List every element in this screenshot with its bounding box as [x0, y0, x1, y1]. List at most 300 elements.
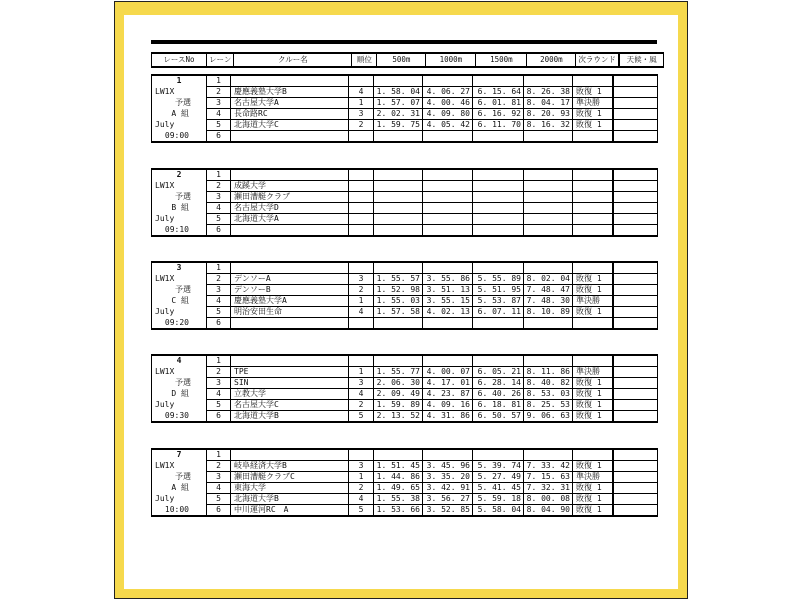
crew-cell: 北海道大学C — [231, 120, 349, 131]
crew-cell: 成蹊大学 — [231, 181, 349, 192]
time-2000m-cell: 8. 16. 32 — [524, 120, 573, 131]
time-1500m-cell: 5. 39. 74 — [473, 461, 524, 472]
lane-cell: 1 — [207, 75, 231, 87]
time-500m-cell: 1. 49. 65 — [374, 483, 423, 494]
weather-cell — [613, 181, 658, 192]
time-1000m-cell: 3. 55. 15 — [423, 296, 473, 307]
rank-cell: 3 — [349, 461, 374, 472]
race-group: C 組 — [171, 296, 189, 305]
time-1500m-cell — [473, 449, 524, 461]
race-round: 予選 — [175, 472, 191, 481]
rank-cell — [349, 449, 374, 461]
race-info-cell — [152, 378, 207, 389]
crew-cell: 岐阜経済大学B — [231, 461, 349, 472]
weather-cell — [613, 225, 658, 237]
time-500m-cell: 1. 57. 58 — [374, 307, 423, 318]
weather-cell — [613, 378, 658, 389]
race-info-cell — [152, 505, 207, 517]
table-row — [152, 389, 658, 400]
lane-cell: 3 — [207, 192, 231, 203]
time-1000m-cell — [423, 169, 473, 181]
time-1500m-cell: 5. 59. 18 — [473, 494, 524, 505]
weather-cell — [613, 494, 658, 505]
table-row — [152, 87, 658, 98]
time-1500m-cell: 6. 40. 26 — [473, 389, 524, 400]
table-row — [152, 262, 658, 274]
time-2000m-cell: 8. 40. 82 — [524, 378, 573, 389]
time-2000m-cell — [524, 318, 573, 330]
rank-cell: 1 — [349, 472, 374, 483]
time-2000m-cell: 7. 48. 47 — [524, 285, 573, 296]
crew-cell: 慶應義塾大学A — [231, 296, 349, 307]
table-row — [152, 318, 658, 330]
time-1000m-cell: 4. 09. 16 — [423, 400, 473, 411]
time-500m-cell — [374, 355, 423, 367]
rank-cell: 1 — [349, 98, 374, 109]
rank-cell: 1 — [349, 296, 374, 307]
table-row — [152, 494, 658, 505]
rank-cell — [349, 169, 374, 181]
time-1500m-cell: 6. 07. 11 — [473, 307, 524, 318]
next-round-cell: 敗復 1 — [573, 378, 613, 389]
crew-cell: 北海道大学B — [231, 494, 349, 505]
race-info-cell — [152, 120, 207, 131]
race-group: D 組 — [171, 389, 189, 398]
race-round: 予選 — [175, 285, 191, 294]
time-1000m-cell: 3. 52. 85 — [423, 505, 473, 517]
time-1500m-cell: 6. 16. 92 — [473, 109, 524, 120]
race-info-cell — [152, 192, 207, 203]
table-row — [152, 411, 658, 423]
crew-cell: TPE — [231, 367, 349, 378]
weather-cell — [613, 449, 658, 461]
race-group: B 組 — [171, 203, 189, 212]
header-rank: 順位 — [352, 53, 377, 67]
weather-cell — [613, 318, 658, 330]
rank-cell: 4 — [349, 389, 374, 400]
table-row — [152, 505, 658, 517]
time-1500m-cell — [473, 131, 524, 143]
time-2000m-cell: 8. 53. 03 — [524, 389, 573, 400]
time-1000m-cell — [423, 181, 473, 192]
time-500m-cell: 1. 55. 03 — [374, 296, 423, 307]
next-round-cell: 敗復 1 — [573, 307, 613, 318]
race-number: 7 — [176, 450, 182, 460]
crew-cell — [231, 169, 349, 181]
time-500m-cell: 2. 09. 49 — [374, 389, 423, 400]
time-1000m-cell: 4. 17. 01 — [423, 378, 473, 389]
weather-cell — [613, 262, 658, 274]
race-info-cell — [152, 87, 207, 98]
time-1500m-cell — [473, 181, 524, 192]
time-500m-cell: 1. 55. 38 — [374, 494, 423, 505]
weather-cell — [613, 98, 658, 109]
time-500m-cell: 1. 44. 86 — [374, 472, 423, 483]
weather-cell — [613, 274, 658, 285]
time-1500m-cell: 6. 15. 64 — [473, 87, 524, 98]
lane-cell: 4 — [207, 296, 231, 307]
lane-cell: 4 — [207, 109, 231, 120]
time-1500m-cell — [473, 225, 524, 237]
time-2000m-cell: 7. 33. 42 — [524, 461, 573, 472]
race-event: LW1X — [155, 87, 175, 96]
header-500m: 500m — [377, 53, 426, 67]
time-500m-cell: 2. 02. 31 — [374, 109, 423, 120]
crew-cell: 名古屋大学D — [231, 203, 349, 214]
crew-cell — [231, 75, 349, 87]
race-time: 09:20 — [164, 317, 189, 327]
weather-cell — [613, 389, 658, 400]
time-2000m-cell — [524, 131, 573, 143]
header-1500m: 1500m — [476, 53, 527, 67]
weather-cell — [613, 214, 658, 225]
time-500m-cell: 1. 51. 45 — [374, 461, 423, 472]
time-1500m-cell — [473, 203, 524, 214]
time-2000m-cell: 8. 20. 93 — [524, 109, 573, 120]
lane-cell: 5 — [207, 214, 231, 225]
weather-cell — [613, 483, 658, 494]
rank-cell — [349, 225, 374, 237]
rank-cell — [349, 192, 374, 203]
lane-cell: 1 — [207, 262, 231, 274]
lane-cell: 5 — [207, 494, 231, 505]
time-2000m-cell — [524, 225, 573, 237]
lane-cell: 4 — [207, 483, 231, 494]
weather-cell — [613, 296, 658, 307]
rank-cell: 2 — [349, 285, 374, 296]
race-info-cell — [152, 461, 207, 472]
crew-cell: 瀬田漕艇クラブC — [231, 472, 349, 483]
header-weather: 天候・風 — [619, 53, 664, 67]
crew-cell: 慶應義塾大学B — [231, 87, 349, 98]
results-sheet — [124, 15, 678, 589]
crew-cell: 名古屋大学C — [231, 400, 349, 411]
lane-cell: 6 — [207, 131, 231, 143]
table-row — [152, 449, 658, 461]
weather-cell — [613, 131, 658, 143]
table-row — [152, 225, 658, 237]
time-1000m-cell: 3. 51. 13 — [423, 285, 473, 296]
time-1500m-cell — [473, 262, 524, 274]
rank-cell: 5 — [349, 505, 374, 517]
race-info-cell — [152, 449, 207, 461]
time-500m-cell: 1. 52. 98 — [374, 285, 423, 296]
time-1500m-cell: 5. 58. 04 — [473, 505, 524, 517]
race-info-cell — [152, 472, 207, 483]
next-round-cell — [573, 181, 613, 192]
lane-cell: 2 — [207, 181, 231, 192]
next-round-cell: 敗復 1 — [573, 389, 613, 400]
next-round-cell: 敗復 1 — [573, 274, 613, 285]
time-2000m-cell — [524, 169, 573, 181]
time-500m-cell — [374, 192, 423, 203]
time-2000m-cell: 8. 25. 53 — [524, 400, 573, 411]
table-row — [152, 307, 658, 318]
time-1000m-cell: 4. 06. 27 — [423, 87, 473, 98]
time-1000m-cell: 4. 31. 86 — [423, 411, 473, 423]
race-info-cell — [152, 75, 207, 87]
next-round-cell: 敗復 1 — [573, 461, 613, 472]
table-row — [152, 203, 658, 214]
crew-cell: デンソーB — [231, 285, 349, 296]
time-500m-cell: 1. 57. 07 — [374, 98, 423, 109]
time-2000m-cell: 9. 06. 63 — [524, 411, 573, 423]
header-lane: レーン — [207, 53, 234, 67]
time-1000m-cell — [423, 225, 473, 237]
weather-cell — [613, 400, 658, 411]
table-row — [152, 285, 658, 296]
time-1500m-cell — [473, 355, 524, 367]
crew-cell — [231, 355, 349, 367]
time-1500m-cell: 6. 01. 81 — [473, 98, 524, 109]
lane-cell: 5 — [207, 400, 231, 411]
crew-cell: デンソーA — [231, 274, 349, 285]
time-1500m-cell: 6. 50. 57 — [473, 411, 524, 423]
header-1000m: 1000m — [426, 53, 476, 67]
race-block — [151, 168, 658, 237]
race-info-cell — [152, 494, 207, 505]
time-2000m-cell — [524, 449, 573, 461]
race-info-cell — [152, 214, 207, 225]
table-row — [152, 296, 658, 307]
time-1500m-cell: 6. 05. 21 — [473, 367, 524, 378]
crew-cell — [231, 449, 349, 461]
lane-cell: 5 — [207, 307, 231, 318]
weather-cell — [613, 367, 658, 378]
race-time: 09:00 — [164, 130, 189, 140]
weather-cell — [613, 203, 658, 214]
race-round: 予選 — [175, 192, 191, 201]
table-row — [152, 378, 658, 389]
race-group: A 組 — [171, 483, 189, 492]
time-1000m-cell: 3. 35. 20 — [423, 472, 473, 483]
table-row — [152, 355, 658, 367]
crew-cell: 立教大学 — [231, 389, 349, 400]
weather-cell — [613, 307, 658, 318]
weather-cell — [613, 461, 658, 472]
crew-cell — [231, 225, 349, 237]
time-500m-cell — [374, 203, 423, 214]
next-round-cell: 敗復 1 — [573, 109, 613, 120]
time-1500m-cell — [473, 169, 524, 181]
race-info-cell — [152, 307, 207, 318]
time-1500m-cell: 5. 53. 87 — [473, 296, 524, 307]
race-info-cell — [152, 98, 207, 109]
crew-cell — [231, 131, 349, 143]
lane-cell: 2 — [207, 367, 231, 378]
rank-cell: 3 — [349, 274, 374, 285]
weather-cell — [613, 87, 658, 98]
table-row — [152, 483, 658, 494]
header-crew: クルー名 — [234, 53, 352, 67]
race-info-cell — [152, 203, 207, 214]
race-info-cell — [152, 296, 207, 307]
table-row — [152, 192, 658, 203]
next-round-cell — [573, 214, 613, 225]
race-number: 4 — [176, 356, 182, 366]
time-1000m-cell: 3. 45. 96 — [423, 461, 473, 472]
race-date: July — [155, 400, 175, 409]
rank-cell — [349, 75, 374, 87]
race-event: LW1X — [155, 461, 175, 470]
race-info-cell — [152, 169, 207, 181]
crew-cell: SIN — [231, 378, 349, 389]
rank-cell: 1 — [349, 367, 374, 378]
next-round-cell: 敗復 1 — [573, 494, 613, 505]
race-info-cell — [152, 389, 207, 400]
rank-cell: 2 — [349, 120, 374, 131]
time-1000m-cell — [423, 214, 473, 225]
time-2000m-cell: 8. 00. 08 — [524, 494, 573, 505]
time-1000m-cell: 4. 23. 87 — [423, 389, 473, 400]
next-round-cell: 準決勝 — [573, 367, 613, 378]
time-500m-cell: 1. 53. 66 — [374, 505, 423, 517]
race-info-cell — [152, 274, 207, 285]
next-round-cell: 敗復 1 — [573, 400, 613, 411]
race-block — [151, 448, 658, 517]
time-1500m-cell: 6. 18. 81 — [473, 400, 524, 411]
weather-cell — [613, 169, 658, 181]
lane-cell: 3 — [207, 472, 231, 483]
time-1500m-cell: 6. 28. 14 — [473, 378, 524, 389]
rank-cell — [349, 181, 374, 192]
time-500m-cell: 2. 13. 52 — [374, 411, 423, 423]
lane-cell: 3 — [207, 378, 231, 389]
race-info-cell — [152, 355, 207, 367]
next-round-cell — [573, 318, 613, 330]
time-500m-cell — [374, 318, 423, 330]
crew-cell: 長命路RC — [231, 109, 349, 120]
time-2000m-cell — [524, 75, 573, 87]
next-round-cell: 準決勝 — [573, 472, 613, 483]
rank-cell: 5 — [349, 411, 374, 423]
next-round-cell: 準決勝 — [573, 296, 613, 307]
race-time: 10:00 — [164, 504, 189, 514]
time-1000m-cell — [423, 203, 473, 214]
time-500m-cell — [374, 214, 423, 225]
lane-cell: 6 — [207, 318, 231, 330]
table-row — [152, 75, 658, 87]
time-1000m-cell: 4. 00. 46 — [423, 98, 473, 109]
time-1000m-cell: 3. 56. 27 — [423, 494, 473, 505]
race-block — [151, 261, 658, 330]
table-row — [152, 472, 658, 483]
time-500m-cell — [374, 75, 423, 87]
time-500m-cell — [374, 225, 423, 237]
time-1000m-cell — [423, 75, 473, 87]
header-next-round: 次ラウンド — [576, 53, 619, 67]
time-1000m-cell: 3. 42. 91 — [423, 483, 473, 494]
crew-cell: 北海道大学A — [231, 214, 349, 225]
table-row — [152, 214, 658, 225]
lane-cell: 1 — [207, 449, 231, 461]
next-round-cell — [573, 355, 613, 367]
lane-cell: 1 — [207, 355, 231, 367]
lane-cell: 2 — [207, 87, 231, 98]
time-2000m-cell — [524, 181, 573, 192]
next-round-cell: 敗復 1 — [573, 505, 613, 517]
table-row — [152, 120, 658, 131]
time-2000m-cell — [524, 203, 573, 214]
time-2000m-cell — [524, 262, 573, 274]
rank-cell — [349, 318, 374, 330]
time-2000m-cell — [524, 355, 573, 367]
time-500m-cell — [374, 131, 423, 143]
race-time: 09:30 — [164, 410, 189, 420]
race-info-cell — [152, 400, 207, 411]
time-2000m-cell: 8. 10. 89 — [524, 307, 573, 318]
time-2000m-cell: 8. 26. 38 — [524, 87, 573, 98]
time-1000m-cell — [423, 192, 473, 203]
race-info-cell — [152, 367, 207, 378]
lane-cell: 2 — [207, 274, 231, 285]
weather-cell — [613, 472, 658, 483]
race-info-cell — [152, 262, 207, 274]
crew-cell: 北海道大学B — [231, 411, 349, 423]
next-round-cell — [573, 169, 613, 181]
next-round-cell: 敗復 1 — [573, 285, 613, 296]
next-round-cell — [573, 203, 613, 214]
time-2000m-cell: 7. 15. 63 — [524, 472, 573, 483]
race-info-cell — [152, 483, 207, 494]
next-round-cell — [573, 225, 613, 237]
race-number: 1 — [176, 76, 182, 86]
lane-cell: 3 — [207, 285, 231, 296]
lane-cell: 4 — [207, 389, 231, 400]
table-row — [152, 400, 658, 411]
time-1500m-cell — [473, 318, 524, 330]
weather-cell — [613, 192, 658, 203]
time-500m-cell — [374, 262, 423, 274]
race-number: 2 — [176, 170, 182, 180]
time-1500m-cell — [473, 192, 524, 203]
time-1500m-cell — [473, 75, 524, 87]
lane-cell: 4 — [207, 203, 231, 214]
weather-cell — [613, 109, 658, 120]
rank-cell: 4 — [349, 494, 374, 505]
time-500m-cell — [374, 449, 423, 461]
race-event: LW1X — [155, 181, 175, 190]
time-500m-cell: 1. 55. 57 — [374, 274, 423, 285]
rank-cell — [349, 203, 374, 214]
lane-cell: 6 — [207, 225, 231, 237]
time-2000m-cell: 7. 48. 30 — [524, 296, 573, 307]
crew-cell: 中川運河RC A — [231, 505, 349, 517]
lane-cell: 5 — [207, 120, 231, 131]
crew-cell: 名古屋大学A — [231, 98, 349, 109]
lane-cell: 1 — [207, 169, 231, 181]
rank-cell — [349, 355, 374, 367]
lane-cell: 3 — [207, 98, 231, 109]
time-1000m-cell: 4. 05. 42 — [423, 120, 473, 131]
time-1500m-cell: 5. 55. 89 — [473, 274, 524, 285]
race-info-cell — [152, 411, 207, 423]
time-2000m-cell: 7. 32. 31 — [524, 483, 573, 494]
lane-cell: 6 — [207, 505, 231, 517]
rank-cell: 4 — [349, 307, 374, 318]
time-1000m-cell — [423, 131, 473, 143]
race-info-cell — [152, 131, 207, 143]
race-round: 予選 — [175, 98, 191, 107]
race-date: July — [155, 214, 175, 223]
race-event: LW1X — [155, 367, 175, 376]
race-info-cell — [152, 225, 207, 237]
race-number: 3 — [176, 263, 182, 273]
race-date: July — [155, 494, 175, 503]
time-1500m-cell: 5. 27. 49 — [473, 472, 524, 483]
time-1500m-cell — [473, 214, 524, 225]
header-2000m: 2000m — [527, 53, 576, 67]
